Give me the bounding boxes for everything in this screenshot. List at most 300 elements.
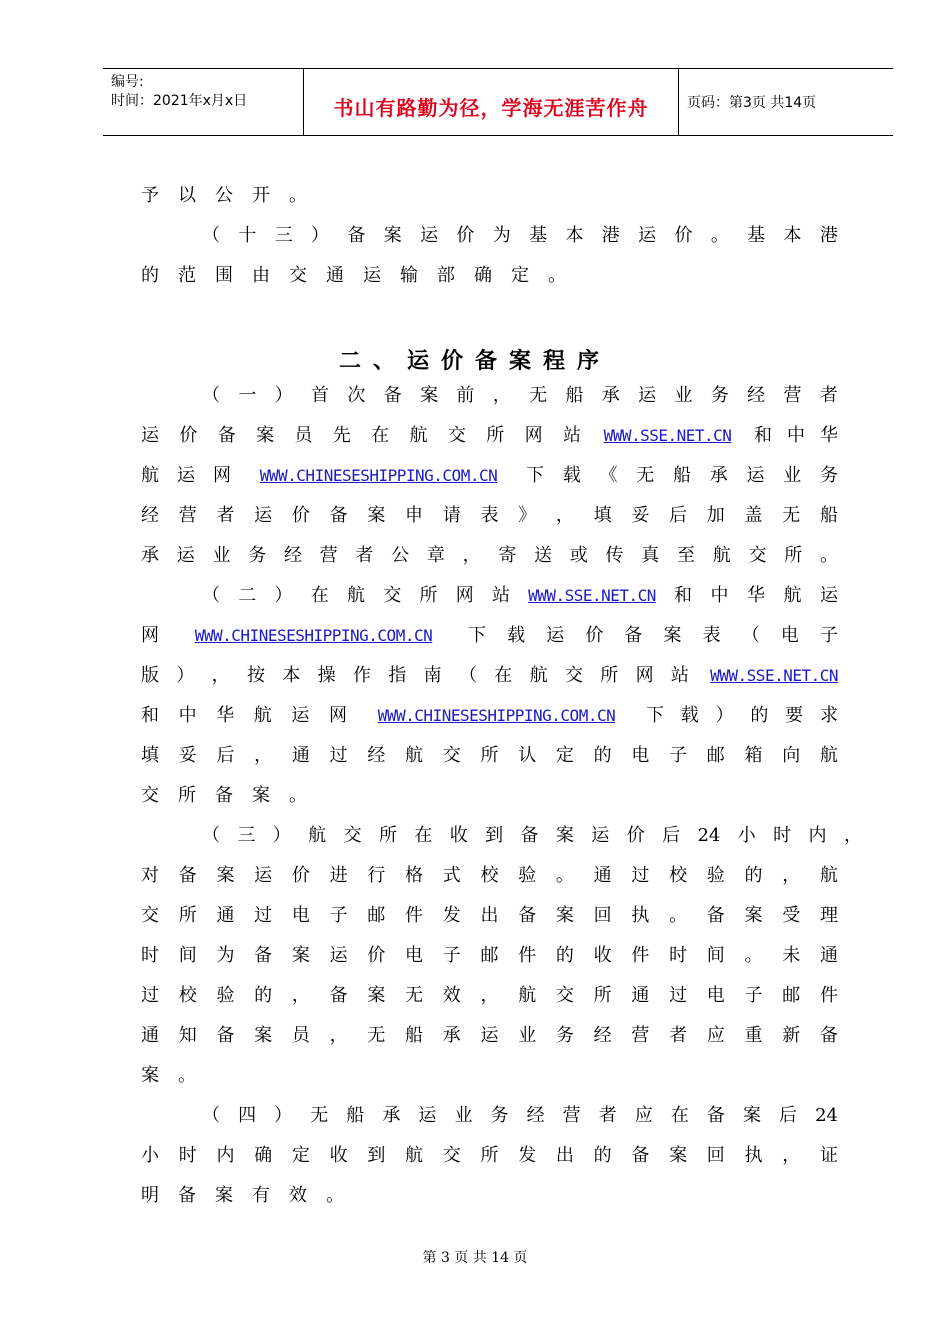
- text-char: 内: [808, 825, 827, 846]
- text-char: 收: [329, 1145, 348, 1166]
- text-char: 备: [254, 945, 273, 966]
- text-char: 。: [669, 905, 688, 926]
- text-line: [141, 784, 838, 808]
- text-char: 送: [534, 545, 553, 566]
- text-char: 版: [141, 665, 159, 686]
- text-char: 通: [216, 905, 235, 926]
- text-char: 的: [141, 265, 159, 286]
- text-char: 运: [176, 545, 195, 566]
- text-char: 无: [782, 505, 801, 526]
- text-char: 备: [624, 625, 643, 646]
- text-char: 无: [367, 1025, 386, 1046]
- text-char: 交: [141, 785, 159, 806]
- text-char: 站: [670, 665, 689, 686]
- text-line: [202, 1104, 838, 1128]
- text-char: 邮: [706, 745, 725, 766]
- text-char: 内: [216, 1145, 235, 1166]
- text-char: 运: [480, 1025, 499, 1046]
- text-char: 在: [371, 425, 390, 446]
- text-char: 为: [216, 945, 235, 966]
- text-char: 时: [773, 825, 792, 846]
- text-char: 表: [702, 625, 721, 646]
- text-char: 操: [317, 665, 336, 686]
- text-char: 和: [141, 705, 159, 726]
- text-char: 输: [400, 265, 418, 286]
- text-char: 在: [310, 585, 329, 606]
- header-meta-cell: [103, 69, 303, 135]
- text-line: [202, 224, 838, 248]
- text-char: ，: [211, 665, 230, 686]
- text-char: 业: [674, 385, 693, 406]
- text-char: 案: [555, 825, 574, 846]
- text-char: 备: [217, 425, 236, 446]
- text-char: 次: [347, 385, 366, 406]
- text-char: 所: [419, 585, 438, 606]
- text-char: 运: [819, 585, 838, 606]
- text-char: 应: [634, 1105, 653, 1126]
- text-char: 验: [216, 985, 235, 1006]
- text-char: 无: [636, 465, 655, 486]
- text-char: ，: [492, 385, 511, 406]
- text-char: 价: [626, 825, 645, 846]
- document-time-label: 时间：2021年x月x日: [111, 93, 248, 109]
- text-char: 定: [511, 265, 529, 286]
- text-char: 运: [141, 425, 159, 446]
- text-char: 对: [141, 865, 159, 886]
- text-char: 时: [178, 1145, 197, 1166]
- text-char: 加: [706, 505, 725, 526]
- text-char: 案: [141, 1065, 159, 1086]
- text-char: 。: [819, 545, 838, 566]
- text-char: 子: [819, 625, 838, 646]
- text-char: 验: [706, 865, 725, 886]
- text-char: 经: [593, 1025, 612, 1046]
- text-char: 时: [141, 945, 159, 966]
- text-char: 按: [246, 665, 265, 686]
- text-char: 交: [442, 1145, 461, 1166]
- text-char: 备: [216, 1025, 235, 1046]
- text-char: 24: [815, 1105, 838, 1126]
- text-char: 发: [518, 1145, 537, 1166]
- text-char: 公: [391, 545, 410, 566]
- text-char: 。: [710, 225, 729, 246]
- text-char: 航: [409, 425, 428, 446]
- page-footer: 第 3 页 共 14 页: [422, 1250, 528, 1266]
- text-char: 行: [367, 865, 386, 886]
- header-page-number: 页码：第3页 共14页: [687, 95, 817, 111]
- text-char: 妥: [631, 505, 650, 526]
- text-char: 交: [564, 665, 583, 686]
- text-char: 。: [289, 785, 307, 806]
- text-char: 三: [274, 225, 293, 246]
- text-char: 营: [783, 385, 802, 406]
- text-char: ）: [715, 705, 734, 726]
- text-char: 重: [744, 1025, 763, 1046]
- text-char: 邮: [367, 905, 386, 926]
- text-char: 航: [529, 665, 548, 686]
- text-char: 案: [252, 785, 270, 806]
- text-char: 件: [518, 945, 537, 966]
- text-char: 出: [480, 905, 499, 926]
- text-char: 以: [178, 185, 196, 206]
- text-char: ）: [272, 825, 291, 846]
- text-char: 运: [363, 265, 381, 286]
- text-char: 航: [518, 985, 537, 1006]
- text-char: 运: [546, 625, 565, 646]
- text-char: 24: [697, 825, 721, 846]
- text-line: [141, 704, 838, 728]
- text-char: 案: [742, 1105, 761, 1126]
- text-char: 在: [494, 665, 513, 686]
- text-char: ）: [274, 385, 293, 406]
- text-char: 的: [750, 705, 769, 726]
- text-char: 备: [706, 905, 725, 926]
- text-char: 交: [289, 265, 307, 286]
- text-char: 子: [744, 985, 763, 1006]
- text-char: 备: [518, 905, 537, 926]
- text-char: 所: [480, 745, 499, 766]
- text-char: 要: [785, 705, 804, 726]
- text-char: 通: [291, 745, 310, 766]
- text-char: 网: [141, 625, 159, 646]
- text-char: 航: [141, 465, 159, 486]
- text-char: 价: [367, 945, 386, 966]
- chineseshipping-link[interactable]: WWW.CHINESESHIPPING.COM.CN: [259, 466, 498, 485]
- text-char: 本: [282, 665, 301, 686]
- header-page-cell: [679, 69, 893, 135]
- text-line: [141, 624, 838, 648]
- text-char: 案: [216, 865, 235, 886]
- text-char: 效: [442, 985, 461, 1006]
- text-char: 校: [178, 985, 197, 1006]
- text-char: 回: [706, 1145, 725, 1166]
- text-char: 收: [593, 945, 612, 966]
- text-char: 载: [680, 705, 699, 726]
- text-line: [202, 384, 838, 408]
- text-char: 子: [669, 745, 688, 766]
- text-char: 华: [216, 705, 235, 726]
- text-char: 小: [737, 825, 756, 846]
- text-char: 港: [819, 225, 838, 246]
- text-char: 案: [663, 625, 682, 646]
- text-char: ，: [555, 505, 574, 526]
- text-char: 案: [555, 905, 574, 926]
- text-char: ，: [782, 865, 801, 886]
- text-char: 过: [254, 905, 273, 926]
- text-char: 所: [593, 985, 612, 1006]
- text-char: 章: [426, 545, 445, 566]
- text-char: 盖: [744, 505, 763, 526]
- text-char: 营: [178, 505, 197, 526]
- text-char: （: [741, 625, 760, 646]
- text-line: [141, 864, 838, 888]
- text-char: 发: [442, 905, 461, 926]
- text-char: 在: [414, 825, 433, 846]
- text-char: 者: [355, 545, 374, 566]
- text-char: 交: [343, 825, 362, 846]
- text-char: 所: [480, 1145, 499, 1166]
- text-char: 中: [710, 585, 729, 606]
- text-char: ）: [274, 585, 293, 606]
- text-char: 运: [638, 385, 657, 406]
- text-char: 执: [744, 1145, 763, 1166]
- text-char: 员: [291, 1025, 310, 1046]
- text-char: 载: [562, 465, 581, 486]
- text-char: 交: [442, 745, 461, 766]
- text-char: 航: [819, 745, 838, 766]
- text-char: 和: [673, 585, 692, 606]
- text-char: 过: [631, 865, 650, 886]
- text-char: 时: [669, 945, 688, 966]
- text-char: 定: [291, 1145, 310, 1166]
- text-char: 航: [308, 825, 327, 846]
- text-char: 《: [599, 465, 618, 486]
- text-char: 先: [332, 425, 351, 446]
- text-char: ，: [291, 985, 310, 1006]
- text-char: 本: [783, 225, 802, 246]
- text-char: 载: [507, 625, 526, 646]
- text-char: 的: [254, 985, 273, 1006]
- text-char: 交: [447, 425, 466, 446]
- sse-website-link[interactable]: WWW.SSE.NET.CN: [528, 586, 656, 605]
- text-char: 电: [780, 625, 799, 646]
- text-char: 备: [631, 1145, 650, 1166]
- sse-website-link[interactable]: WWW.SSE.NET.CN: [710, 666, 838, 685]
- text-char: 无: [529, 385, 548, 406]
- text-char: 范: [178, 265, 196, 286]
- text-char: 运: [418, 1105, 437, 1126]
- text-char: 校: [669, 865, 688, 886]
- text-char: 船: [405, 1025, 424, 1046]
- text-char: 务: [248, 545, 267, 566]
- text-char: 间: [706, 945, 725, 966]
- text-char: 航: [405, 1145, 424, 1166]
- text-char: 箱: [744, 745, 763, 766]
- text-line: [141, 464, 838, 488]
- text-line: [141, 944, 838, 968]
- text-char: ，: [480, 985, 499, 1006]
- text-char: 作: [352, 665, 371, 686]
- text-char: 下: [645, 705, 664, 726]
- text-char: 所: [600, 665, 619, 686]
- text-char: ，: [254, 745, 273, 766]
- text-char: 确: [474, 265, 492, 286]
- text-line: [141, 904, 838, 928]
- text-char: 案: [256, 425, 275, 446]
- text-char: 案: [367, 505, 386, 526]
- text-char: 和: [753, 425, 772, 446]
- text-char: 经: [141, 505, 159, 526]
- text-char: 十: [238, 225, 257, 246]
- text-char: 船: [672, 465, 691, 486]
- text-char: 有: [252, 1185, 270, 1206]
- text-char: 船: [346, 1105, 365, 1126]
- text-char: 知: [178, 1025, 197, 1046]
- text-char: 交: [748, 545, 767, 566]
- text-char: 或: [569, 545, 588, 566]
- text-char: 航: [712, 545, 731, 566]
- chineseshipping-link[interactable]: WWW.CHINESESHIPPING.COM.CN: [194, 626, 433, 645]
- text-char: 案: [254, 1025, 273, 1046]
- text-char: 者: [819, 385, 838, 406]
- text-char: 格: [405, 865, 424, 886]
- text-line: [141, 264, 838, 288]
- text-char: 航: [783, 585, 802, 606]
- text-char: 。: [178, 1065, 196, 1086]
- text-char: 出: [555, 1145, 574, 1166]
- text-char: 定: [555, 745, 574, 766]
- text-char: 承: [382, 1105, 401, 1126]
- text-char: 航: [819, 865, 838, 886]
- text-char: 子: [442, 945, 461, 966]
- text-char: 向: [782, 745, 801, 766]
- text-char: 执: [631, 905, 650, 926]
- text-char: 小: [141, 1145, 159, 1166]
- text-char: 船: [565, 385, 584, 406]
- text-char: ）: [274, 1105, 293, 1126]
- text-char: 运: [746, 465, 765, 486]
- text-char: （: [458, 665, 477, 686]
- text-char: 价: [674, 225, 693, 246]
- text-char: 备: [347, 225, 366, 246]
- text-char: 案: [291, 945, 310, 966]
- section-heading: 二、运价备案程序: [338, 349, 611, 374]
- text-char: 下: [467, 625, 486, 646]
- text-char: 下: [525, 465, 544, 486]
- text-char: 子: [329, 905, 348, 926]
- text-char: 者: [669, 1025, 688, 1046]
- text-char: 南: [423, 665, 442, 686]
- text-char: 二: [238, 585, 257, 606]
- text-char: 通: [326, 265, 344, 286]
- text-char: 确: [254, 1145, 273, 1166]
- text-char: 所: [178, 905, 197, 926]
- text-char: 申: [405, 505, 424, 526]
- text-char: 承: [141, 545, 159, 566]
- text-char: 后: [216, 745, 235, 766]
- text-char: 运: [254, 505, 273, 526]
- text-line: [141, 184, 838, 208]
- text-char: 真: [641, 545, 660, 566]
- text-char: 首: [311, 385, 330, 406]
- text-char: 业: [212, 545, 231, 566]
- text-char: 过: [669, 985, 688, 1006]
- text-line: [141, 424, 838, 448]
- text-char: 邮: [782, 985, 801, 1006]
- text-char: 交: [141, 905, 159, 926]
- text-char: 受: [782, 905, 801, 926]
- text-char: 三: [237, 825, 256, 846]
- page-header: [103, 68, 893, 136]
- header-motto-cell: [303, 69, 679, 135]
- text-char: 过: [141, 985, 159, 1006]
- text-char: 备: [706, 1105, 725, 1126]
- text-char: 案: [420, 385, 439, 406]
- text-char: 员: [294, 425, 313, 446]
- text-char: ，: [782, 1145, 801, 1166]
- text-char: 交: [555, 985, 574, 1006]
- text-char: 通: [631, 985, 650, 1006]
- text-char: 的: [555, 945, 574, 966]
- text-char: （: [202, 1105, 220, 1126]
- text-char: 校: [480, 865, 499, 886]
- text-char: 运: [177, 465, 195, 486]
- text-char: 运: [638, 225, 657, 246]
- text-char: 承: [442, 1025, 461, 1046]
- text-line: [141, 544, 838, 568]
- text-char: 。: [326, 1185, 344, 1206]
- text-char: 备: [178, 865, 197, 886]
- text-char: 回: [593, 905, 612, 926]
- text-char: 由: [252, 265, 270, 286]
- text-char: 基: [747, 225, 766, 246]
- text-char: 后: [662, 825, 681, 846]
- text-char: 中: [786, 425, 805, 446]
- text-char: ）: [176, 665, 195, 686]
- text-char: ）: [311, 225, 330, 246]
- text-char: 备: [215, 785, 233, 806]
- text-char: 价: [291, 865, 310, 886]
- text-char: 收: [449, 825, 468, 846]
- text-char: 者: [216, 505, 235, 526]
- text-char: 请: [442, 505, 461, 526]
- text-char: 业: [518, 1025, 537, 1046]
- text-char: 案: [367, 985, 386, 1006]
- text-char: 运: [291, 705, 310, 726]
- text-char: 应: [706, 1025, 725, 1046]
- text-char: 填: [141, 745, 159, 766]
- text-char: 营: [562, 1105, 581, 1126]
- text-char: 航: [347, 585, 365, 606]
- text-char: 寄: [498, 545, 517, 566]
- text-char: 部: [437, 265, 455, 286]
- text-char: 案: [744, 905, 763, 926]
- text-line: [141, 504, 838, 528]
- text-char: 新: [782, 1025, 801, 1046]
- text-char: （: [202, 585, 220, 606]
- text-char: 网: [455, 585, 474, 606]
- text-char: 电: [291, 905, 310, 926]
- text-char: 电: [706, 985, 725, 1006]
- text-line: [141, 1024, 838, 1048]
- text-char: 经: [747, 385, 766, 406]
- text-char: 案: [215, 1185, 233, 1206]
- text-char: 运: [420, 225, 439, 246]
- text-char: 式: [442, 865, 461, 886]
- text-char: 承: [601, 385, 620, 406]
- text-char: 过: [329, 745, 348, 766]
- text-char: 。: [555, 865, 574, 886]
- text-char: 价: [456, 225, 475, 246]
- text-char: 填: [593, 505, 612, 526]
- text-char: 所: [784, 545, 803, 566]
- text-char: 华: [819, 425, 838, 446]
- text-char: 围: [215, 265, 233, 286]
- text-char: 网: [328, 705, 347, 726]
- text-char: 表: [480, 505, 499, 526]
- text-char: 网: [213, 465, 231, 486]
- text-char: 进: [329, 865, 348, 886]
- chineseshipping-link[interactable]: WWW.CHINESESHIPPING.COM.CN: [377, 706, 616, 725]
- text-char: 站: [562, 425, 581, 446]
- text-char: 所: [486, 425, 505, 446]
- text-line: [202, 584, 838, 608]
- text-char: 未: [782, 945, 801, 966]
- text-char: 开: [252, 185, 270, 206]
- sse-website-link[interactable]: WWW.SSE.NET.CN: [603, 426, 732, 445]
- text-char: 备: [819, 1025, 838, 1046]
- text-char: 运: [591, 825, 610, 846]
